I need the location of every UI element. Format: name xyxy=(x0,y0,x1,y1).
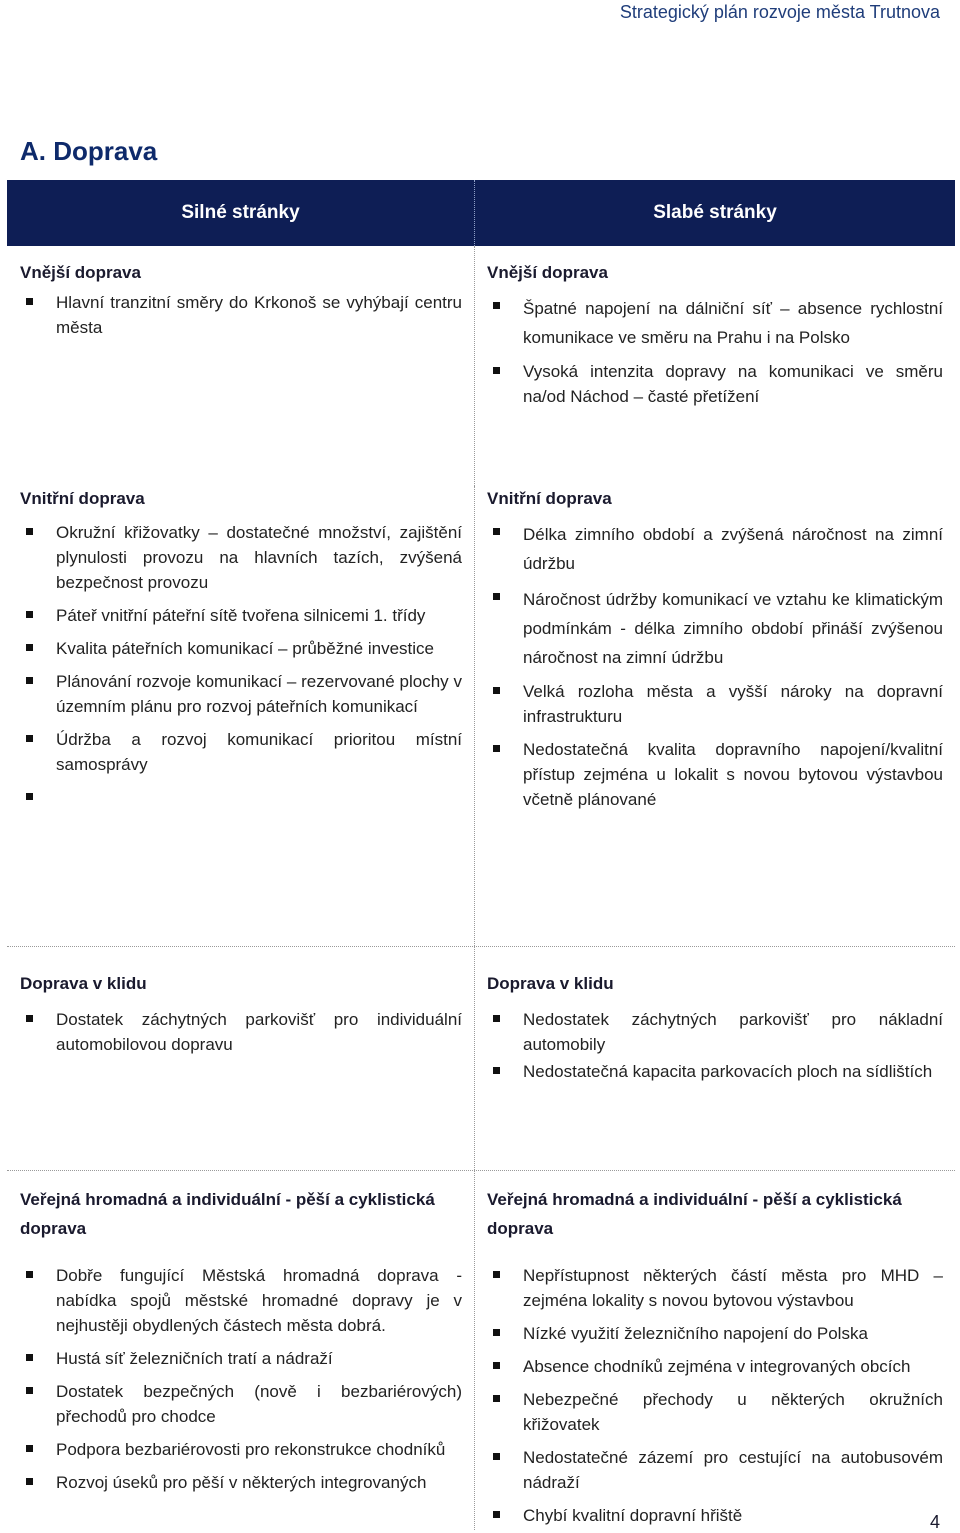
band-external-transport xyxy=(7,246,955,486)
list-item: Nedostatečné zázemí pro cestující na autobusovém nádraží xyxy=(487,1445,943,1495)
list-item: Okružní křižovatky – dostatečné množství, zajištění plynulosti provozu na hlavních tazích, zvýšená bezpečnost provozu xyxy=(20,520,462,595)
running-header: Strategický plán rozvoje města Trutnova xyxy=(619,2,940,22)
strengths-cell xyxy=(7,246,475,486)
weaknesses-list xyxy=(487,294,943,409)
list-item: Hlavní tranzitní směry do Krkonoš se vyhýbají centru města xyxy=(20,290,462,340)
list-item: Údržba a rozvoj komunikací prioritou místní samosprávy xyxy=(20,727,462,777)
band-title: Veřejná hromadná a individuální - pěší a cyklistická doprava xyxy=(20,1190,435,1238)
band-title: Vnější doprava xyxy=(487,263,608,282)
list-item: Nedostatek záchytných parkovišť pro nákladní automobily xyxy=(487,1007,943,1057)
list-item: Velká rozloha města a vyšší nároky na dopravní infrastrukturu xyxy=(487,679,943,729)
weaknesses-header: Slabé stránky xyxy=(653,202,777,223)
list-item: Podpora bezbariérovosti pro rekonstrukce chodníků xyxy=(20,1437,462,1462)
list-item: Hustá síť železničních tratí a nádraží xyxy=(20,1346,462,1371)
table-header-row xyxy=(7,180,955,246)
strengths-list xyxy=(20,520,462,810)
band-parking xyxy=(7,946,955,1170)
swot-table xyxy=(7,180,955,1530)
band-title: Vnitřní doprava xyxy=(487,489,612,508)
band-internal-transport xyxy=(7,486,955,946)
list-item: Špatné napojení na dálniční síť – absence rychlostní komunikace ve směru na Prahu i na Polsko xyxy=(487,294,943,352)
page-number: 4 xyxy=(929,1512,940,1532)
weaknesses-cell xyxy=(475,486,955,946)
strengths-header: Silné stránky xyxy=(7,180,475,246)
band-title: Vnitřní doprava xyxy=(20,489,145,508)
weaknesses-list xyxy=(487,1007,943,1084)
strengths-list xyxy=(20,1263,462,1495)
weaknesses-list xyxy=(487,520,943,812)
strengths-cell xyxy=(7,1171,475,1530)
weaknesses-list xyxy=(487,1263,943,1528)
section-title: A. Doprava xyxy=(20,136,158,166)
band-public-transport xyxy=(7,1170,955,1530)
band-title: Vnější doprava xyxy=(20,263,141,282)
weaknesses-cell xyxy=(475,1171,955,1530)
strengths-cell xyxy=(7,486,475,946)
strengths-list xyxy=(20,290,462,340)
list-item: Nedostatečná kapacita parkovacích ploch na sídlištích xyxy=(487,1059,943,1084)
list-item: Dostatek bezpečných (nově i bezbariérových) přechodů pro chodce xyxy=(20,1379,462,1429)
strengths-cell xyxy=(7,947,475,1170)
list-item: Páteř vnitřní páteřní sítě tvořena silnicemi 1. třídy xyxy=(20,603,462,628)
list-item: Plánování rozvoje komunikací – rezervované plochy v územním plánu pro rozvoj páteřních komunikací xyxy=(20,669,462,719)
list-item: Chybí kvalitní dopravní hřiště xyxy=(487,1503,943,1528)
list-item xyxy=(20,785,462,810)
list-item: Rozvoj úseků pro pěší v některých integrovaných xyxy=(20,1470,462,1495)
list-item: Kvalita páteřních komunikací – průběžné investice xyxy=(20,636,462,661)
list-item: Nebezpečné přechody u některých okružních křižovatek xyxy=(487,1387,943,1437)
list-item: Délka zimního období a zvýšená náročnost na zimní údržbu xyxy=(487,520,943,578)
list-item: Nízké využití železničního napojení do Polska xyxy=(487,1321,943,1346)
strengths-list xyxy=(20,1007,462,1057)
weaknesses-cell xyxy=(475,947,955,1170)
list-item: Absence chodníků zejména v integrovaných obcích xyxy=(487,1354,943,1379)
list-item: Dostatek záchytných parkovišť pro individuální automobilovou dopravu xyxy=(20,1007,462,1057)
list-item: Nedostatečná kvalita dopravního napojení/kvalitní přístup zejména u lokalit s novou bytovou výstavbou včetně plánované xyxy=(487,737,943,812)
band-title: Veřejná hromadná a individuální - pěší a cyklistická doprava xyxy=(487,1190,902,1238)
list-item: Dobře fungující Městská hromadná doprava - nabídka spojů městské hromadné dopravy je v nejhustěji obydlených částech města dobrá. xyxy=(20,1263,462,1338)
band-title: Doprava v klidu xyxy=(487,974,614,993)
band-title: Doprava v klidu xyxy=(20,974,147,993)
weaknesses-cell xyxy=(475,246,955,486)
list-item: Vysoká intenzita dopravy na komunikaci ve směru na/od Náchod – časté přetížení xyxy=(487,359,943,409)
list-item: Náročnost údržby komunikací ve vztahu ke klimatickým podmínkám - délka zimního období přináší zvýšenou náročnost na zimní údržbu xyxy=(487,585,943,672)
list-item: Nepřístupnost některých částí města pro MHD – zejména lokality s novou bytovou výstavbou xyxy=(487,1263,943,1313)
